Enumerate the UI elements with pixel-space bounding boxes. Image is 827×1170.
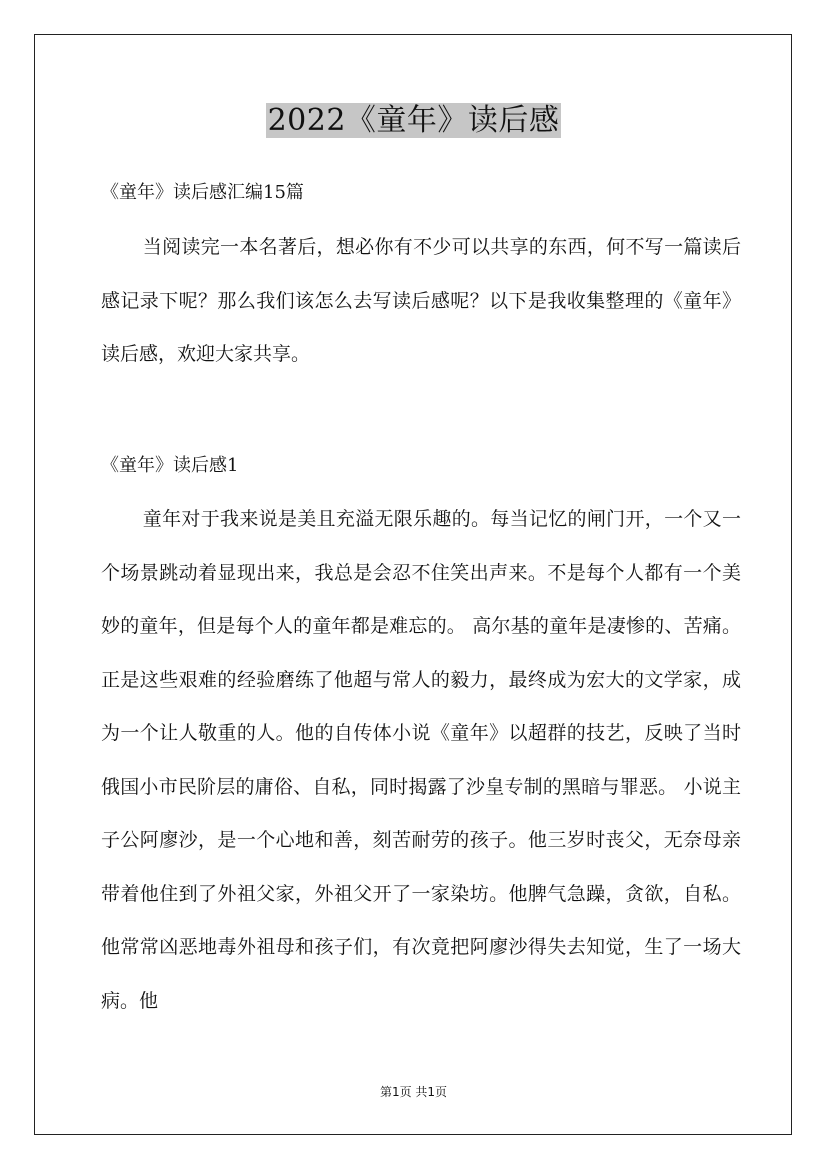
title-highlight: 2022《童年》读后感 (267, 103, 560, 138)
document-title (0, 100, 827, 142)
collection-subtitle: 《童年》读后感汇编15篇 (101, 182, 304, 203)
section-heading: 《童年》读后感1 (101, 455, 239, 476)
section-body-paragraph: 童年对于我来说是美且充溢无限乐趣的。每当记忆的闸门开，一个又一个场景跳动着显现出来，我总是会忍不住笑出声来。不是每个人都有一个美妙的童年，但是每个人的童年都是难忘的。 高尔基的童年是凄惨的、苦痛。正是这些艰难的经验磨练了他超与常人的毅力，最终成为宏大的文学家，成为一个让人敬重的人。他的自传体小说《童年》以超群的技艺，反映了当时俄国小市民阶层的庸俗、自私，同时揭露了沙皇专制的黑暗与罪恶。 小说主子公阿廖沙，是一个心地和善，刻苦耐劳的孩子。他三岁时丧父，无奈母亲带着他住到了外祖父家，外祖父开了一家染坊。他脾气急躁，贪欲，自私。他常常凶恶地毒外祖母和孩子们，有次竟把阿廖沙得失去知觉，生了一场大病。他 (101, 508, 741, 1012)
page-footer: 第1页 共1页 (379, 1085, 448, 1099)
intro-paragraph: 当阅读完一本名著后，想必你有不少可以共享的东西，何不写一篇读后感记录下呢？那么我们该怎么去写读后感呢？以下是我收集整理的《童年》读后感，欢迎大家共享。 (101, 236, 741, 365)
